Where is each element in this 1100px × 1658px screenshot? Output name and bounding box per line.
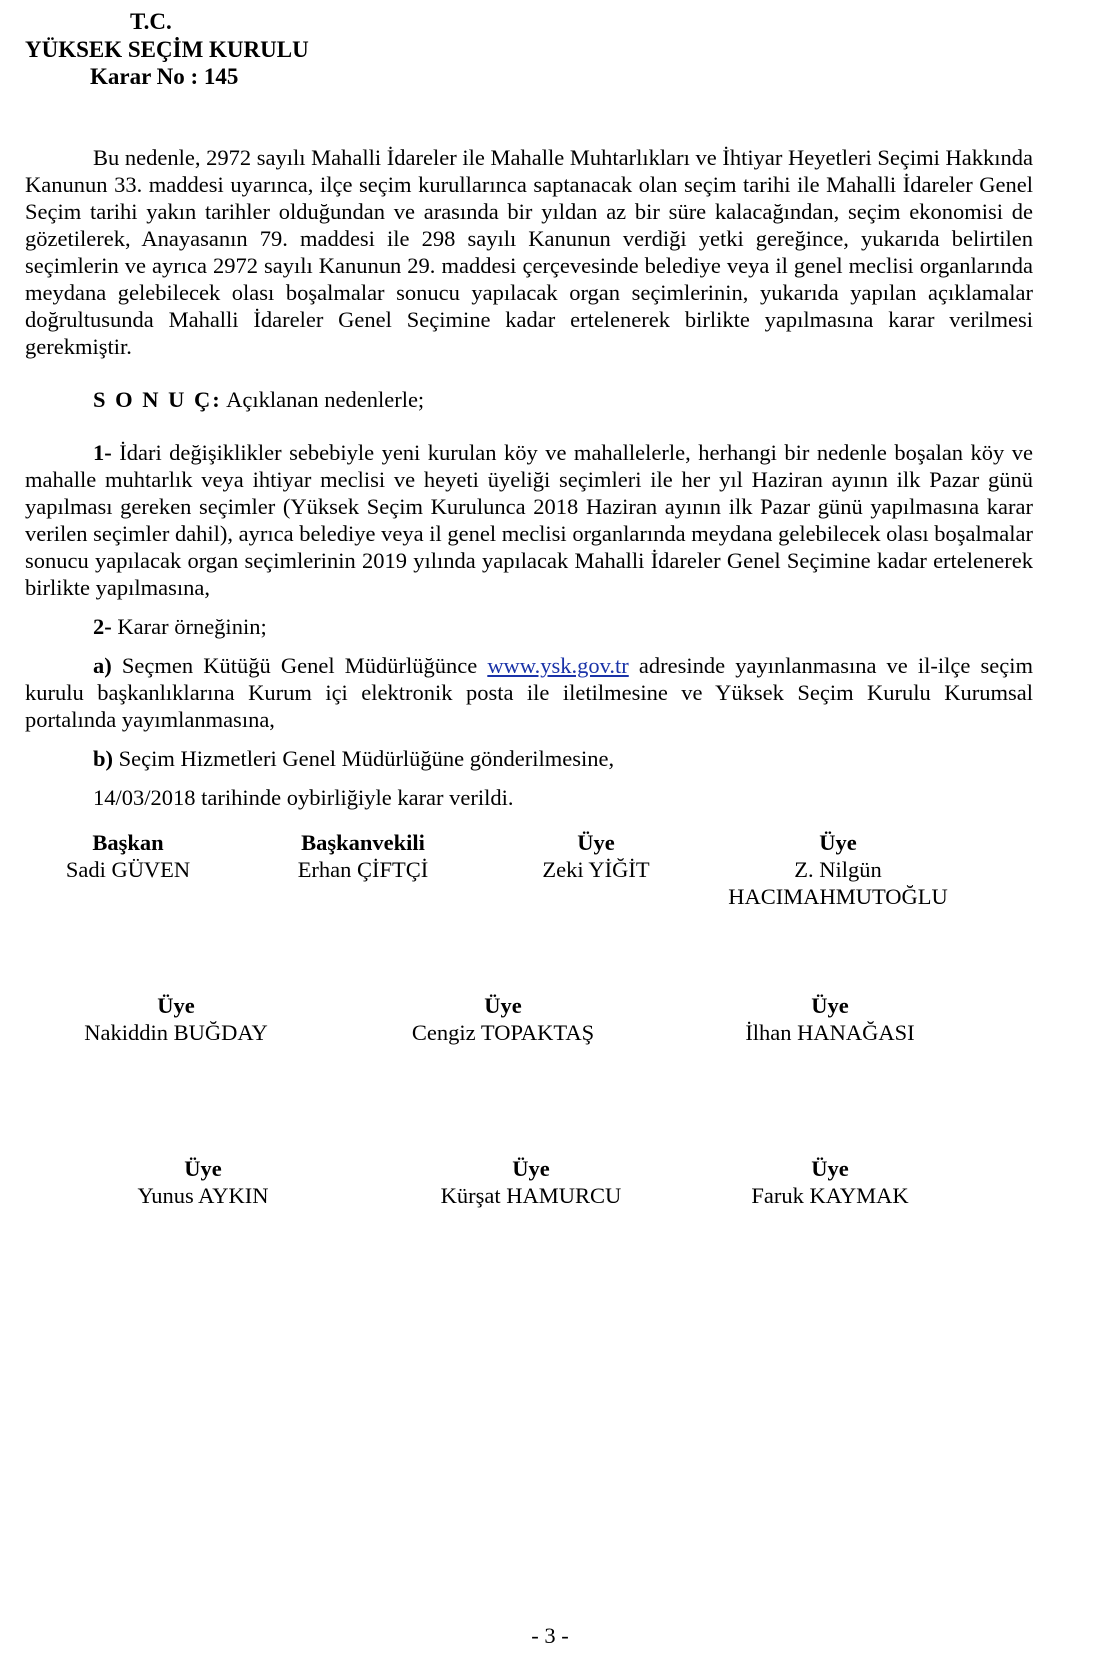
signature-role: Üye (577, 830, 615, 855)
ysk-website-link[interactable]: www.ysk.gov.tr (487, 653, 629, 678)
document-header (25, 8, 309, 91)
header-decision-number: Karar No : 145 (90, 64, 239, 89)
signature-role: Üye (819, 830, 857, 855)
signature-name: Kürşat HAMURCU (440, 1183, 622, 1208)
signature-name: Faruk KAYMAK (751, 1183, 909, 1208)
signature-role: Başkanvekili (301, 830, 425, 855)
signature-member (26, 992, 326, 1046)
signature-member (381, 1155, 681, 1209)
signature-role: Üye (157, 993, 195, 1018)
signature-member (53, 1155, 353, 1209)
signature-member (680, 992, 980, 1046)
conclusion-heading (25, 386, 1033, 413)
item-1-text: İdari değişiklikler sebebiyle yeni kurulan köy ve mahallelerle, herhangi bir nedenle boşalan köy ve mahalle muhtarlık veya ihtiyar meclisi ve heyeti üyeliği seçimleri ile her yıl Haziran ayının ilk Pazar günü yapılması gereken seçimler (Yüksek Seçim Kurulunca 2018 Haziran ayının ilk Pazar günü yapılmasına karar verilen seçimler dahil), ayrıca belediye veya il genel meclisi organlarında meydana gelebilecek olası boşalmalar sonucu yapılacak organ seçimlerinin 2019 yılında yapılacak Mahalli İdareler Genel Seçimine kadar ertelenerek birlikte yapılmasına, (25, 440, 1033, 600)
signature-member (353, 992, 653, 1046)
decision-item-1 (25, 439, 1033, 601)
signature-name: Zeki YİĞİT (542, 857, 650, 882)
signature-name: Erhan ÇİFTÇİ (297, 857, 429, 882)
signature-role: Üye (811, 1156, 849, 1181)
signature-name: Cengiz TOPAKTAŞ (411, 1020, 595, 1045)
reasoning-paragraph: Bu nedenle, 2972 sayılı Mahalli İdareler ile Mahalle Muhtarlıkları ve İhtiyar Heyetleri Seçimi Hakkında Kanunun 33. maddesi uyarınca, ilçe seçim kurullarınca saptanacak olan seçim tarihi ile Mahalli İdareler Genel Seçim tarihi yakın tarihler olduğundan ve arasında bir yıldan az bir süre kalacağından, seçim ekonomisi de gözetilerek, Anayasanın 79. maddesi ile 298 sayılı Kanunun verdiği yetki gereğince, yukarıda belirtilen seçimlerin ve ayrıca 2972 sayılı Kanunun 29. maddesi çerçevesinde belediye veya il genel meclisi organlarında meydana gelebilecek olası boşalmalar sonucu yapılacak organ seçimlerinin, yukarıda yapılan açıklamalar doğrultusunda Mahalli İdareler Genel Seçimine kadar ertelenerek birlikte yapılmasına karar verilmesi gerekmiştir. (25, 145, 1033, 359)
signature-member (688, 829, 988, 910)
signature-member (680, 1155, 980, 1209)
decision-item-2 (25, 613, 1033, 640)
item-2-text: Karar örneğinin; (111, 614, 267, 639)
header-tc: T.C. (130, 9, 172, 34)
decision-item-b (25, 745, 1033, 772)
signature-role: Başkan (92, 830, 164, 855)
item-b-letter: b) (93, 746, 114, 771)
item-1-number: 1- (93, 440, 112, 465)
signature-role: Üye (184, 1156, 222, 1181)
signature-name: Yunus AYKIN (137, 1183, 269, 1208)
document-body (25, 144, 1033, 811)
page-number: - 3 - (531, 1623, 569, 1648)
decision-item-a (25, 652, 1033, 733)
signature-name-line2: HACIMAHMUTOĞLU (728, 884, 948, 909)
item-a-text-end: adresinde yayınlanmasına ve il-ilçe seçim kurulu başkanlıklarına Kurum içi elektronik posta ile iletilmesine ve Yüksek Seçim Kurulu Kurumsal portalında yayımlanmasına, (25, 653, 1034, 732)
item-a-text-start: Seçmen Kütüğü Genel Müdürlüğünce (111, 653, 488, 678)
signature-name: Z. Nilgün (794, 857, 882, 882)
signature-name: Nakiddin BUĞDAY (84, 1020, 268, 1045)
signature-role: Üye (512, 1156, 550, 1181)
signature-role: Üye (484, 993, 522, 1018)
signature-name: İlhan HANAĞASI (745, 1020, 915, 1045)
signature-name: Sadi GÜVEN (65, 857, 191, 882)
signature-role: Üye (811, 993, 849, 1018)
conclusion-text: Açıklanan nedenlerle; (221, 387, 425, 412)
header-institution: YÜKSEK SEÇİM KURULU (25, 36, 309, 62)
closing-statement: 14/03/2018 tarihinde oybirliğiyle karar verildi. (93, 785, 514, 810)
item-b-text: Seçim Hizmetleri Genel Müdürlüğüne gönderilmesine, (113, 746, 615, 771)
conclusion-label: S O N U Ç: (93, 387, 222, 412)
item-a-letter: a) (93, 653, 112, 678)
item-2-number: 2- (93, 614, 112, 639)
